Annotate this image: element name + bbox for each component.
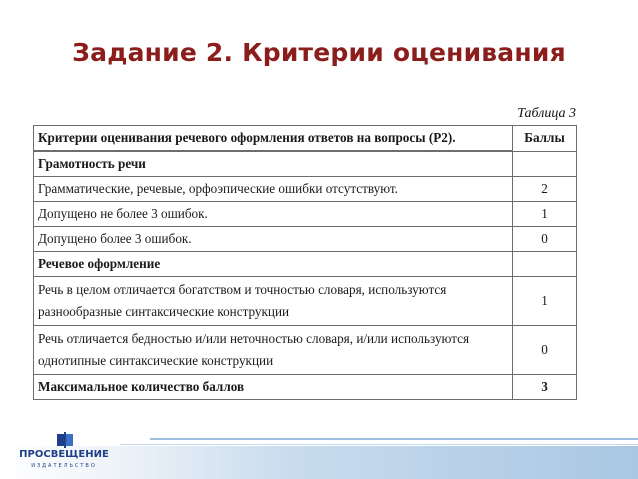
section-title: Речевое оформление xyxy=(34,252,513,277)
table-row xyxy=(34,227,577,252)
section-title: Грамотность речи xyxy=(34,151,513,177)
criterion-text: Речь отличается бедностью и/или неточностью словаря, и/или используются однотипные синтаксические конструкции xyxy=(34,326,513,375)
table-caption: Таблица 3 xyxy=(517,106,576,121)
section-row xyxy=(34,151,577,177)
table-row xyxy=(34,326,577,375)
total-label: Максимальное количество баллов xyxy=(34,375,513,400)
table-row xyxy=(34,277,577,326)
criterion-score: 0 xyxy=(513,227,577,252)
criterion-score: 1 xyxy=(513,202,577,227)
logo-subtitle: ИЗДАТЕЛЬСТВО xyxy=(31,463,97,469)
criteria-document xyxy=(24,104,580,394)
criterion-text: Речь в целом отличается богатством и точностью словаря, используются разнообразные синтаксические конструкции xyxy=(34,277,513,326)
logo-name: ПРОСВЕЩЕНИЕ xyxy=(19,449,109,460)
footer-divider xyxy=(150,438,638,440)
criterion-text: Допущено более 3 ошибок. xyxy=(34,227,513,252)
table-header-row xyxy=(34,126,577,152)
header-score: Баллы xyxy=(513,126,577,152)
section-row xyxy=(34,252,577,277)
header-criteria: Критерии оценивания речевого оформления ответов на вопросы (Р2). xyxy=(34,126,513,152)
section-score-cell xyxy=(513,252,577,277)
table-row xyxy=(34,202,577,227)
slide-title: Задание 2. Критерии оценивания xyxy=(72,38,566,67)
criterion-score: 2 xyxy=(513,177,577,202)
publisher-logo xyxy=(14,432,114,474)
footer-divider xyxy=(120,444,638,445)
criteria-table xyxy=(33,125,577,400)
total-row xyxy=(34,375,577,400)
total-score: 3 xyxy=(513,375,577,400)
criterion-score: 1 xyxy=(513,277,577,326)
table-row xyxy=(34,177,577,202)
logo-mark-icon xyxy=(56,432,74,448)
criterion-text: Допущено не более 3 ошибок. xyxy=(34,202,513,227)
section-score-cell xyxy=(513,151,577,177)
criterion-score: 0 xyxy=(513,326,577,375)
criterion-text: Грамматические, речевые, орфоэпические ошибки отсутствуют. xyxy=(34,177,513,202)
